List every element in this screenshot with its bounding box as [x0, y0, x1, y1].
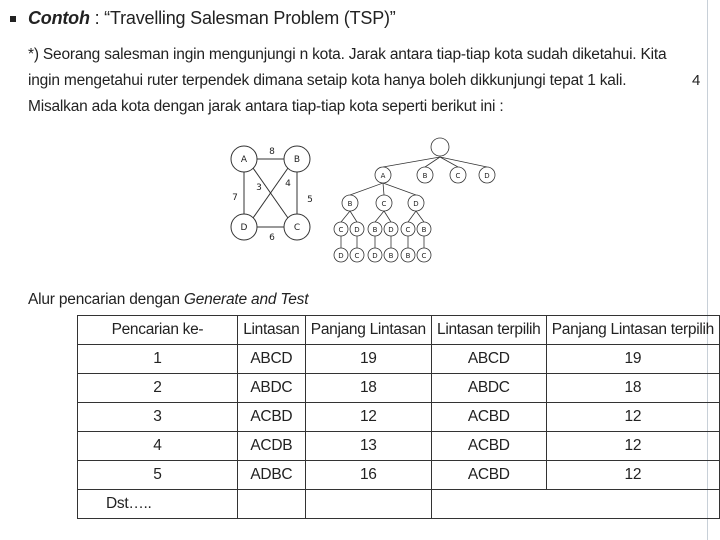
tree-node-label: D [338, 252, 344, 260]
tree-node-label: D [372, 252, 378, 260]
column-header: Pencarian ke- [78, 316, 238, 345]
table-cell: 18 [305, 374, 431, 403]
intro-paragraph: *) Seorang salesman ingin mengunjungi n kota. Jarak antara tiap-tiap kota sudah diketahui. Kita ingin mengetahui ruter terpendek dimana setaip kota hanya boleh dikkunjungi tepat 1 kali. Misalkan ada kota dengan jarak antara tiap-tiap kota seperti berikut ini : [28, 46, 667, 115]
tree-node-label: C [455, 172, 461, 180]
table-cell: ACBD [431, 403, 546, 432]
city-distance-graph [228, 142, 328, 244]
weight-bc: 5 [307, 195, 313, 205]
tree-node-label: A [380, 172, 386, 180]
table-cell: ABCD [237, 345, 305, 374]
tree-node-label: B [347, 200, 353, 208]
weight-ac: 3 [256, 183, 262, 193]
table-row [78, 345, 720, 374]
tree-node-label: C [405, 226, 411, 234]
table-cell: 12 [546, 403, 719, 432]
table-cell: 18 [546, 374, 719, 403]
tree-node-label: B [421, 226, 427, 234]
table-row [78, 461, 720, 490]
table-cell: 2 [78, 374, 238, 403]
table-cell: ABDC [431, 374, 546, 403]
table-cell: 12 [546, 461, 719, 490]
tree-node-label: C [421, 252, 427, 260]
tree-node-label: B [388, 252, 394, 260]
table-cell: 12 [305, 403, 431, 432]
search-results-table [77, 315, 720, 519]
table-cell: ACBD [431, 432, 546, 461]
table-cell: 19 [305, 345, 431, 374]
table-cell: 16 [305, 461, 431, 490]
tree-node-label: D [354, 226, 360, 234]
table-cell: 19 [546, 345, 719, 374]
table-cell: 5 [78, 461, 238, 490]
column-header: Lintasan terpilih [431, 316, 546, 345]
table-cell: ACDB [237, 432, 305, 461]
tree-node-label: D [388, 226, 394, 234]
tree-node-label: C [338, 226, 344, 234]
table-cell: ABDC [237, 374, 305, 403]
table-row [78, 374, 720, 403]
table-cell: 3 [78, 403, 238, 432]
tree-node-label: D [413, 200, 419, 208]
tree-node-label: B [372, 226, 378, 234]
table-header-row [78, 316, 720, 345]
page-number: 4 [692, 72, 701, 89]
weight-ad: 7 [232, 193, 238, 203]
node-label-b: B [293, 155, 301, 165]
search-tree [330, 133, 500, 268]
title-keyword: Contoh [28, 8, 90, 28]
table-cell: ACBD [237, 403, 305, 432]
table-cell: 1 [78, 345, 238, 374]
caption-method: Generate and Test [183, 291, 309, 308]
table-cell-empty [431, 490, 719, 519]
table-cell: ABCD [431, 345, 546, 374]
tree-node-label: C [381, 200, 387, 208]
tree-node-label: B [405, 252, 411, 260]
weight-dc: 6 [269, 233, 275, 243]
column-header: Lintasan [237, 316, 305, 345]
table-caption [28, 291, 308, 309]
slide-title [28, 8, 396, 29]
table-cell-empty [237, 490, 305, 519]
table-row [78, 432, 720, 461]
tree-node-label: B [422, 172, 428, 180]
table-cell: ADBC [237, 461, 305, 490]
node-label-a: A [240, 155, 248, 165]
tree-node-label: C [354, 252, 360, 260]
table-cell-empty [305, 490, 431, 519]
caption-prefix: Alur pencarian dengan [28, 291, 184, 308]
weight-bd: 4 [285, 179, 291, 189]
node-label-d: D [240, 223, 248, 233]
table-cell: Dst….. [78, 490, 238, 519]
table-row [78, 403, 720, 432]
table-cell: ACBD [431, 461, 546, 490]
tree-node-label: D [484, 172, 490, 180]
weight-ab: 8 [269, 147, 275, 157]
table-cell: 4 [78, 432, 238, 461]
table-cell: 12 [546, 432, 719, 461]
table-cell: 13 [305, 432, 431, 461]
table-row-continuation [78, 490, 720, 519]
node-label-c: C [293, 223, 301, 233]
title-text: : “Travelling Salesman Problem (TSP)” [89, 8, 396, 28]
column-header: Panjang Lintasan terpilih [546, 316, 719, 345]
square-bullet-icon [10, 16, 16, 22]
column-header: Panjang Lintasan [305, 316, 431, 345]
